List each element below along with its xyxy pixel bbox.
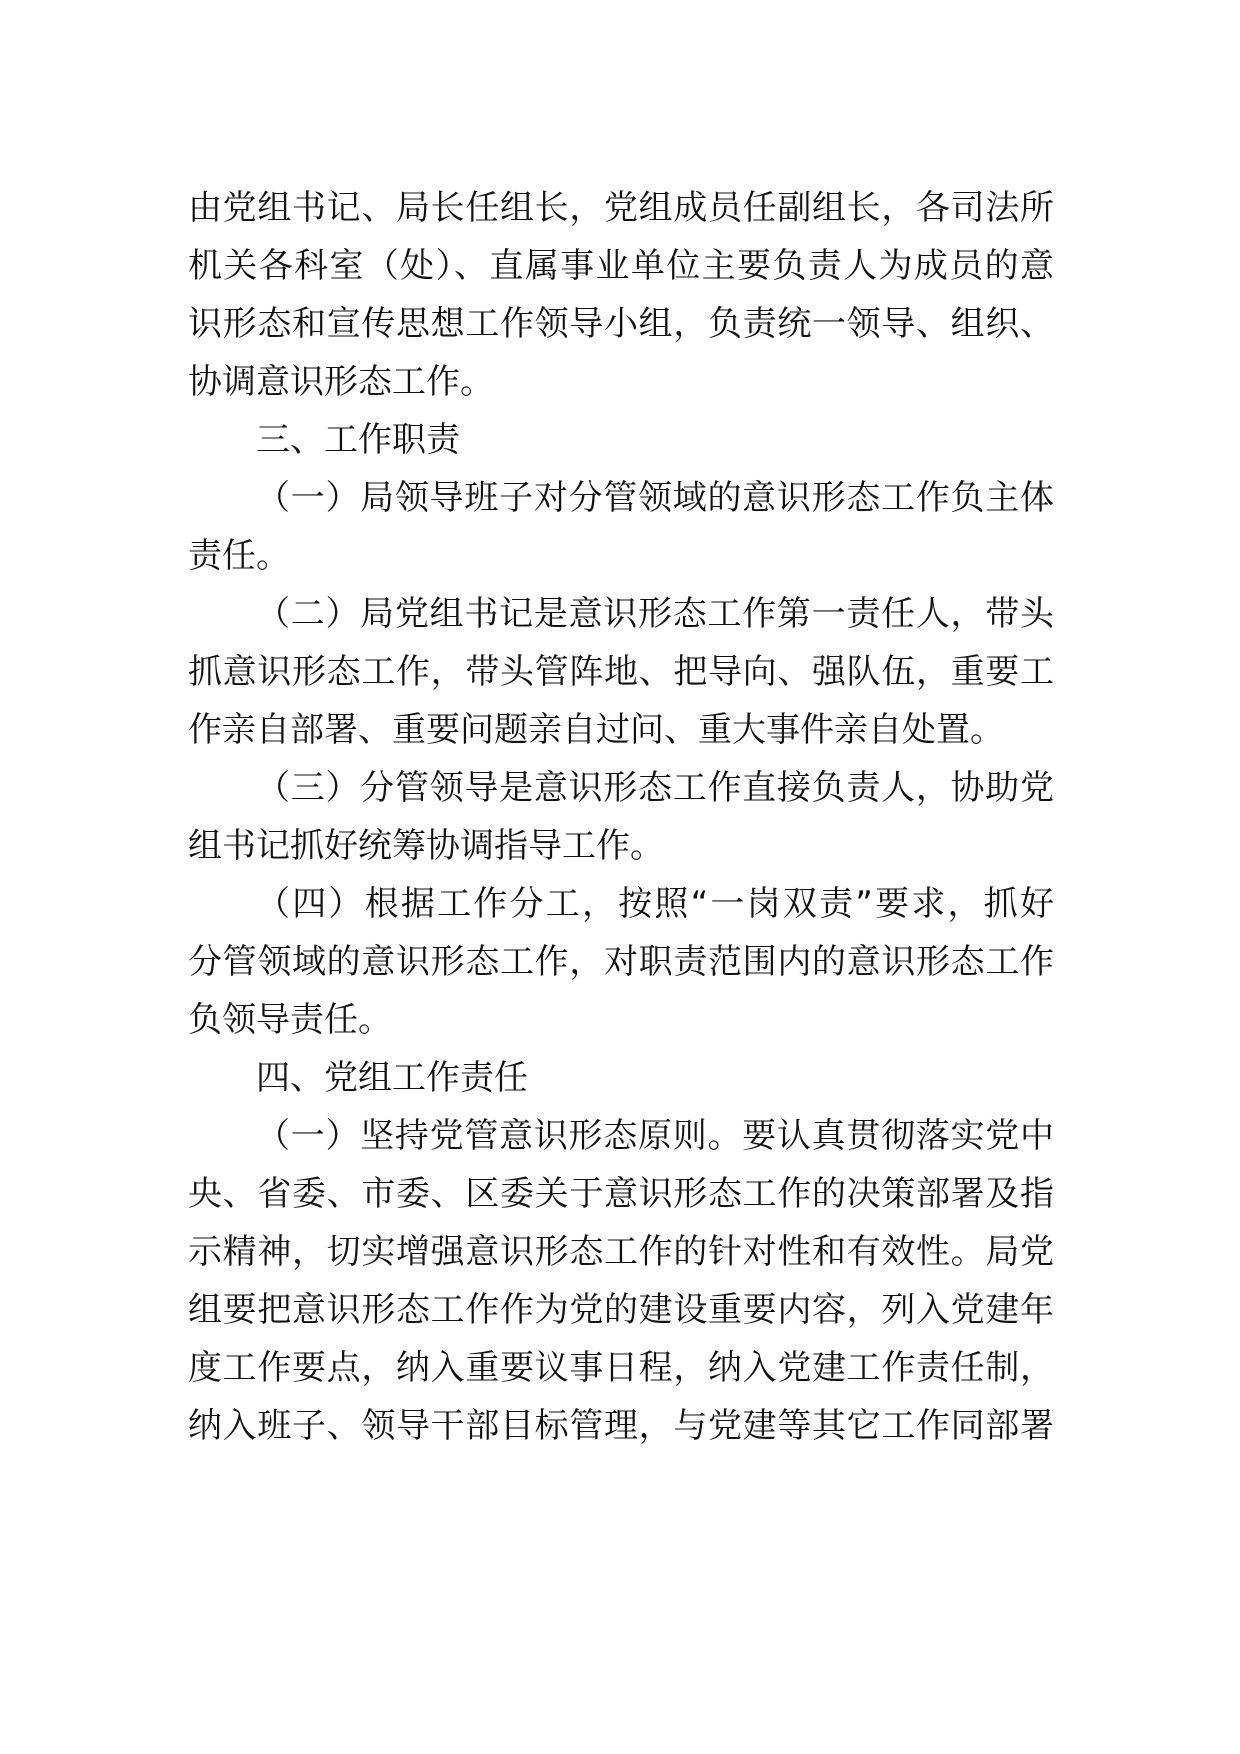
text-line: （三）分管领导是意识形态工作直接负责人，协助党: [256, 768, 1054, 808]
text-line: 分管领域的意识形态工作，对职责范围内的意识形态工作: [188, 942, 1054, 982]
text-line: 识形态和宣传思想工作领导小组，负责统一领导、组织、: [188, 304, 1054, 344]
section-heading: 四、党组工作责任: [256, 1058, 528, 1098]
text-line: 协调意识形态工作。: [188, 362, 494, 402]
text-line: （一）局领导班子对分管领域的意识形态工作负主体: [256, 478, 1054, 518]
text-line: 组要把意识形态工作作为党的建设重要内容，列入党建年: [188, 1290, 1054, 1330]
text-line: 机关各科室（处）、直属事业单位主要负责人为成员的意: [188, 246, 1054, 286]
text-line: 作亲自部署、重要问题亲自过问、重大事件亲自处置。: [188, 710, 1004, 750]
text-line: 示精神，切实增强意识形态工作的针对性和有效性。局党: [188, 1232, 1054, 1272]
text-line: 央、省委、市委、区委关于意识形态工作的决策部署及指: [188, 1174, 1054, 1214]
section-heading: 三、工作职责: [256, 420, 460, 460]
text-line: 责任。: [188, 536, 290, 576]
text-line: （四）根据工作分工，按照“一岗双责”要求，抓好: [256, 884, 1054, 924]
text-line: 抓意识形态工作，带头管阵地、把导向、强队伍，重要工: [188, 652, 1054, 692]
text-line: 由党组书记、局长任组长，党组成员任副组长，各司法所: [188, 188, 1054, 228]
text-line: 度工作要点，纳入重要议事日程，纳入党建工作责任制，: [188, 1348, 1054, 1388]
text-line: 纳入班子、领导干部目标管理，与党建等其它工作同部署: [188, 1406, 1054, 1446]
text-line: 组书记抓好统筹协调指导工作。: [188, 826, 664, 866]
text-line: （一）坚持党管意识形态原则。要认真贯彻落实党中: [256, 1116, 1054, 1156]
text-line: 负领导责任。: [188, 1000, 392, 1040]
text-line: （二）局党组书记是意识形态工作第一责任人，带头: [256, 594, 1054, 634]
